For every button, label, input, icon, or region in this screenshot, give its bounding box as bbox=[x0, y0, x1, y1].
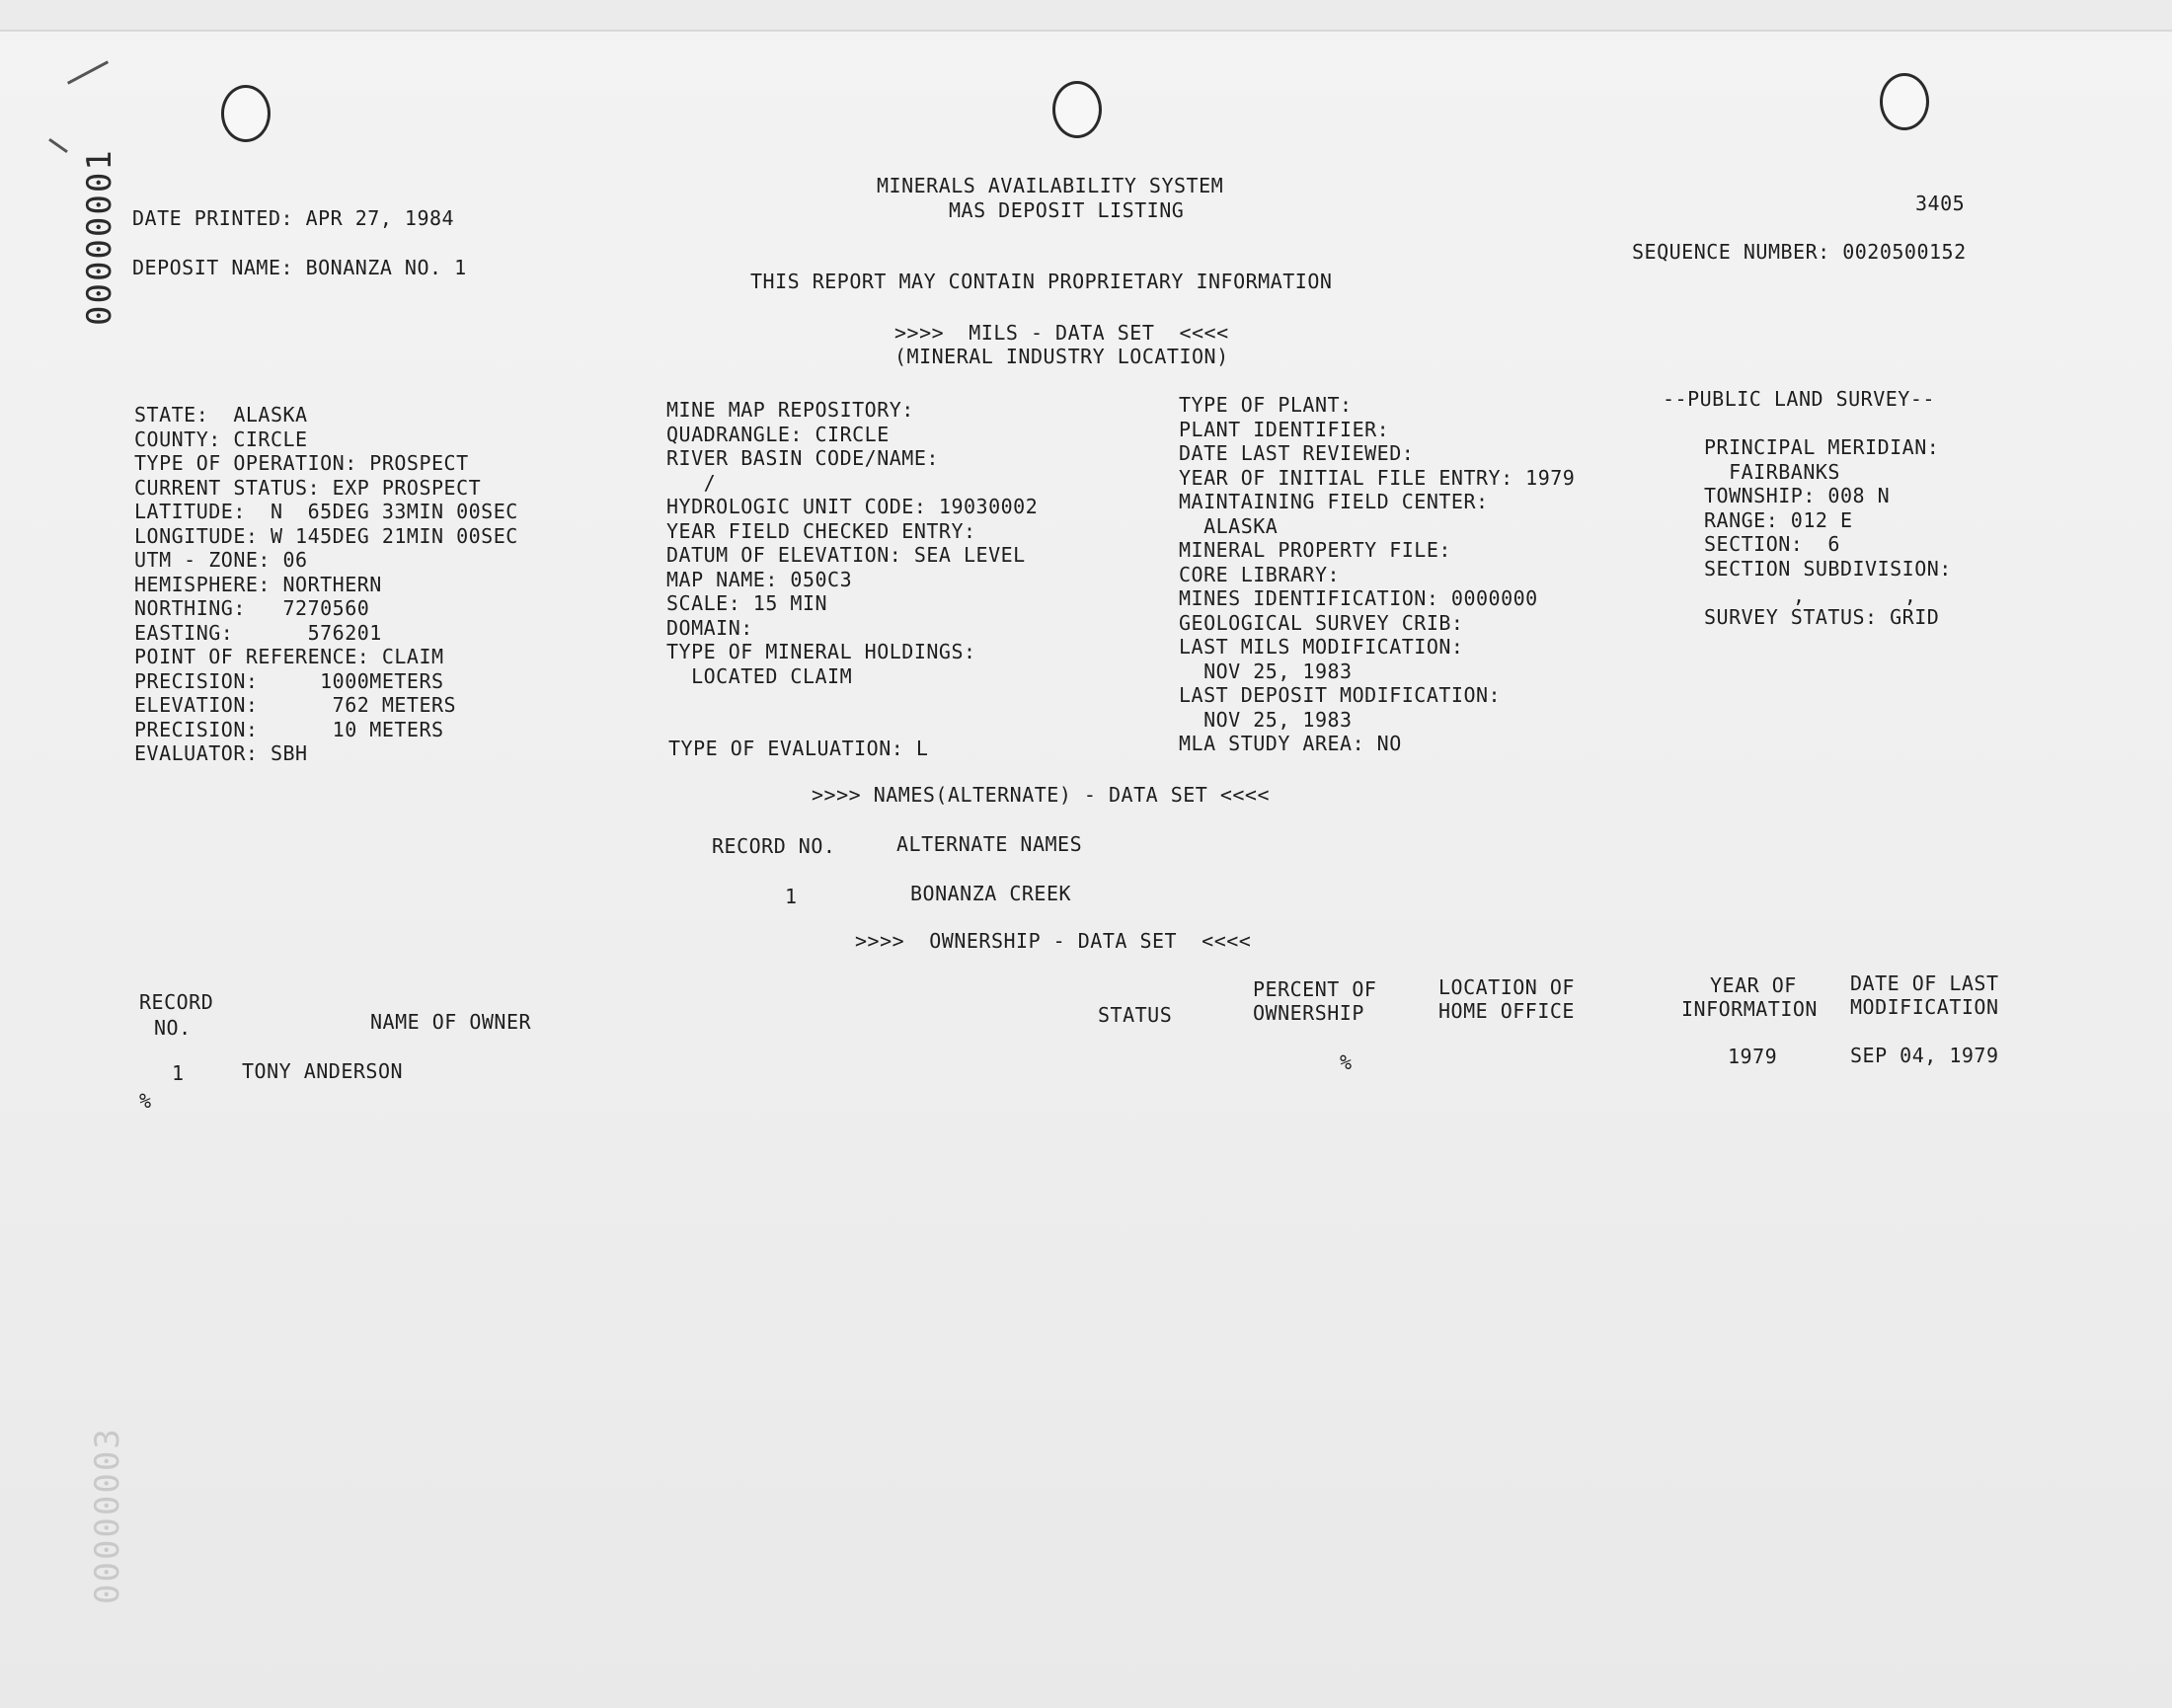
plant-identifier-line: PLANT IDENTIFIER: bbox=[1179, 417, 1390, 441]
public-land-survey-title: --PUBLIC LAND SURVEY-- bbox=[1663, 387, 1935, 411]
elevation-datum-line: DATUM OF ELEVATION: SEA LEVEL bbox=[666, 543, 1026, 567]
names-alternate-header: ALTERNATE NAMES bbox=[896, 832, 1083, 856]
mine-map-repository-line: MINE MAP REPOSITORY: bbox=[666, 398, 914, 422]
date-header-2: MODIFICATION bbox=[1850, 995, 1999, 1019]
date-last-reviewed-line: DATE LAST REVIEWED: bbox=[1179, 441, 1415, 465]
binder-hole-center bbox=[1052, 81, 1102, 138]
initial-file-entry-line: YEAR OF INITIAL FILE ENTRY: 1979 bbox=[1179, 465, 1576, 490]
precision-line: PRECISION: 1000METERS bbox=[134, 668, 444, 693]
field-center-value-line: ALASKA bbox=[1179, 513, 1279, 538]
county-line: COUNTY: CIRCLE bbox=[134, 427, 308, 451]
range-line: RANGE: 012 E bbox=[1704, 507, 1853, 532]
section-line: SECTION: 6 bbox=[1704, 532, 1840, 556]
proprietary-notice: THIS REPORT MAY CONTAIN PROPRIETARY INFORMATION bbox=[750, 270, 1333, 293]
hydrologic-unit-line: HYDROLOGIC UNIT CODE: 19030002 bbox=[666, 495, 1039, 518]
field-center-line: MAINTAINING FIELD CENTER: bbox=[1179, 490, 1489, 513]
owner-percent: % bbox=[1340, 1050, 1353, 1074]
last-deposit-modification-line: LAST DEPOSIT MODIFICATION: bbox=[1179, 683, 1502, 707]
easting-line: EASTING: 576201 bbox=[134, 620, 382, 645]
longitude-line: LONGITUDE: W 145DEG 21MIN 00SEC bbox=[134, 523, 518, 548]
river-basin-line: RIVER BASIN CODE/NAME: bbox=[666, 446, 939, 470]
system-title: MINERALS AVAILABILITY SYSTEM bbox=[877, 174, 1224, 197]
names-dataset-title: >>>> NAMES(ALTERNATE) - DATA SET <<<< bbox=[812, 783, 1271, 807]
northing-line: NORTHING: 7270560 bbox=[134, 596, 370, 620]
survey-status-line: SURVEY STATUS: GRID bbox=[1704, 604, 1940, 629]
percent-header: PERCENT OF bbox=[1253, 977, 1377, 1001]
quadrangle-line: QUADRANGLE: CIRCLE bbox=[666, 422, 890, 446]
geological-survey-crib-line: GEOLOGICAL SURVEY CRIB: bbox=[1179, 610, 1464, 635]
owner-record-number: 1 bbox=[172, 1061, 185, 1085]
mineral-holdings-value-line: LOCATED CLAIM bbox=[666, 663, 853, 688]
core-library-line: CORE LIBRARY: bbox=[1179, 562, 1341, 586]
year-header-2: INFORMATION bbox=[1681, 997, 1818, 1021]
last-mils-modification-date: NOV 25, 1983 bbox=[1179, 659, 1353, 683]
binder-hole-right bbox=[1880, 73, 1929, 130]
page-number: 3405 bbox=[1915, 192, 1966, 215]
location-header: LOCATION OF bbox=[1438, 975, 1575, 999]
principal-meridian-value: FAIRBANKS bbox=[1704, 459, 1840, 484]
sequence-number: SEQUENCE NUMBER: 0020500152 bbox=[1632, 240, 1967, 264]
current-status-line: CURRENT STATUS: EXP PROSPECT bbox=[134, 475, 482, 500]
latitude-line: LATITUDE: N 65DEG 33MIN 00SEC bbox=[134, 500, 518, 523]
ownership-record-header: RECORD bbox=[139, 990, 214, 1014]
map-name-line: MAP NAME: 050C3 bbox=[666, 567, 853, 591]
principal-meridian-line: PRINCIPAL MERIDIAN: bbox=[1704, 435, 1940, 459]
last-deposit-modification-date: NOV 25, 1983 bbox=[1179, 707, 1353, 732]
alternate-name: BONANZA CREEK bbox=[910, 882, 1072, 905]
year-header: YEAR OF bbox=[1710, 973, 1797, 997]
side-document-code-faint: 00000003 bbox=[88, 1427, 127, 1604]
scale-line: SCALE: 15 MIN bbox=[666, 591, 828, 615]
binder-hole-left bbox=[221, 85, 271, 142]
status-header: STATUS bbox=[1098, 1003, 1173, 1027]
owner-date: SEP 04, 1979 bbox=[1850, 1044, 1999, 1067]
operation-type-line: TYPE OF OPERATION: PROSPECT bbox=[134, 451, 469, 475]
mines-identification-line: MINES IDENTIFICATION: 0000000 bbox=[1179, 586, 1538, 610]
evaluator-line: EVALUATOR: SBH bbox=[134, 741, 308, 765]
evaluation-type-line: TYPE OF EVALUATION: L bbox=[668, 737, 929, 760]
mla-study-area-line: MLA STUDY AREA: NO bbox=[1179, 732, 1402, 755]
owner-year: 1979 bbox=[1728, 1045, 1778, 1068]
date-header: DATE OF LAST bbox=[1850, 971, 1999, 995]
names-record-number: 1 bbox=[785, 885, 798, 908]
dataset-subtitle: (MINERAL INDUSTRY LOCATION) bbox=[894, 345, 1229, 368]
reference-point-line: POINT OF REFERENCE: CLAIM bbox=[134, 645, 444, 668]
mineral-holdings-line: TYPE OF MINERAL HOLDINGS: bbox=[666, 640, 976, 663]
mineral-property-file-line: MINERAL PROPERTY FILE: bbox=[1179, 538, 1451, 562]
percent-header-2: OWNERSHIP bbox=[1253, 1001, 1364, 1025]
deposit-name: DEPOSIT NAME: BONANZA NO. 1 bbox=[132, 256, 467, 279]
elevation-precision-line: PRECISION: 10 METERS bbox=[134, 717, 444, 741]
names-record-header: RECORD NO. bbox=[712, 834, 836, 858]
section-subdivision-line: SECTION SUBDIVISION: bbox=[1704, 556, 1952, 581]
dataset-title: >>>> MILS - DATA SET <<<< bbox=[894, 321, 1229, 345]
year-field-checked-line: YEAR FIELD CHECKED ENTRY: bbox=[666, 518, 976, 543]
ownership-dataset-title: >>>> OWNERSHIP - DATA SET <<<< bbox=[855, 929, 1252, 953]
owner-extra-percent: % bbox=[139, 1089, 152, 1113]
date-printed: DATE PRINTED: APR 27, 1984 bbox=[132, 206, 455, 230]
listing-title: MAS DEPOSIT LISTING bbox=[949, 198, 1185, 222]
last-mils-modification-line: LAST MILS MODIFICATION: bbox=[1179, 635, 1464, 659]
ownership-record-header-2: NO. bbox=[154, 1016, 192, 1040]
hemisphere-line: HEMISPHERE: NORTHERN bbox=[134, 572, 382, 596]
elevation-line: ELEVATION: 762 METERS bbox=[134, 693, 457, 717]
domain-line: DOMAIN: bbox=[666, 615, 753, 640]
owner-name: TONY ANDERSON bbox=[242, 1059, 404, 1083]
state-line: STATE: ALASKA bbox=[134, 403, 308, 427]
utm-zone-line: UTM - ZONE: 06 bbox=[134, 548, 308, 572]
section-subdivision-commas: , , bbox=[1793, 583, 1917, 607]
side-document-code: 00000001 bbox=[80, 148, 119, 326]
owner-name-header: NAME OF OWNER bbox=[370, 1010, 532, 1034]
township-line: TOWNSHIP: 008 N bbox=[1704, 484, 1891, 507]
location-header-2: HOME OFFICE bbox=[1438, 999, 1575, 1023]
plant-type-line: TYPE OF PLANT: bbox=[1179, 393, 1353, 417]
river-basin-value-line: / bbox=[666, 470, 717, 495]
